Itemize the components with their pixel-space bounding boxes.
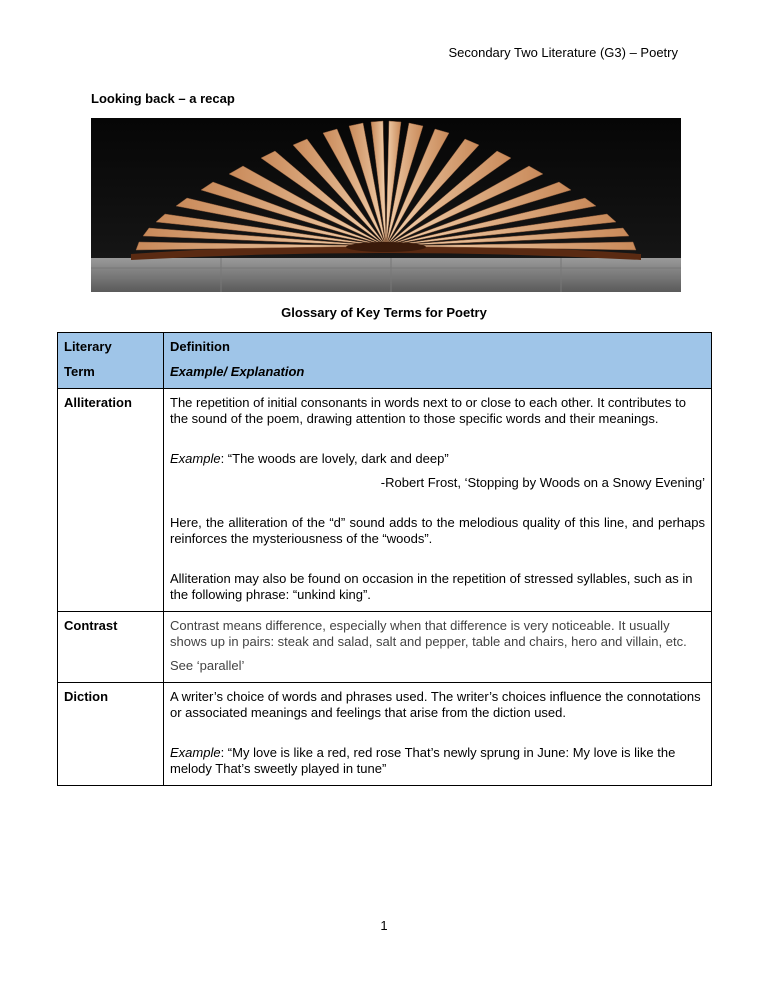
term-contrast: Contrast [58,612,164,683]
definition-alliteration [164,389,712,612]
glossary-title: Glossary of Key Terms for Poetry [281,305,487,320]
header-definition-cell [164,333,712,389]
example-label: Example [170,745,221,760]
table-row [58,612,712,683]
table-row [58,389,712,612]
definition-contrast [164,612,712,683]
alliteration-attribution: -Robert Frost, ‘Stopping by Woods on a Snowy Evening’ [380,475,705,490]
header-term-line1: Literary [64,339,112,354]
open-book-photo [91,118,681,292]
header-term-line2: Term [64,364,95,379]
diction-example [170,745,705,777]
table-row [58,683,712,786]
table-header-row [58,333,712,389]
running-header: Secondary Two Literature (G3) – Poetry [448,45,678,60]
header-term-cell [58,333,164,389]
header-definition-line2: Example/ Explanation [170,364,305,379]
alliteration-note: Alliteration may also be found on occasion in the repetition of stressed syllables, such as in the following phrase: “unkind king”. [170,571,693,602]
example-text: : “My love is like a red, red rose That’s newly sprung in June: My love is like the melody That’s sweetly played in tune” [170,745,676,776]
term-alliteration: Alliteration [58,389,164,612]
header-definition-line1: Definition [170,339,230,354]
contrast-see-also: See ‘parallel’ [170,658,245,673]
glossary-table [57,332,712,786]
example-text: : “The woods are lovely, dark and deep” [220,451,449,466]
term-diction: Diction [58,683,164,786]
contrast-definition: Contrast means difference, especially when that difference is very noticeable. It usually shows up in pairs: steak and salad, salt and pepper, table and chairs, hero and villain, etc. [170,618,687,649]
alliteration-definition: The repetition of initial consonants in words next to or close to each other. It contributes to the sound of the poem, drawing attention to those specific words and their meanings. [170,395,686,426]
example-label: Example [170,451,221,466]
diction-definition: A writer’s choice of words and phrases used. The writer’s choices influence the connotations or associated meanings and feelings that arise from the diction used. [170,689,701,720]
alliteration-example [170,451,705,467]
page-number: 1 [380,918,388,933]
alliteration-explanation: Here, the alliteration of the “d” sound adds to the melodious quality of this line, and perhaps reinforces the mysteriousness of the “woods”. [170,515,705,546]
section-title: Looking back – a recap [91,91,235,106]
definition-diction [164,683,712,786]
